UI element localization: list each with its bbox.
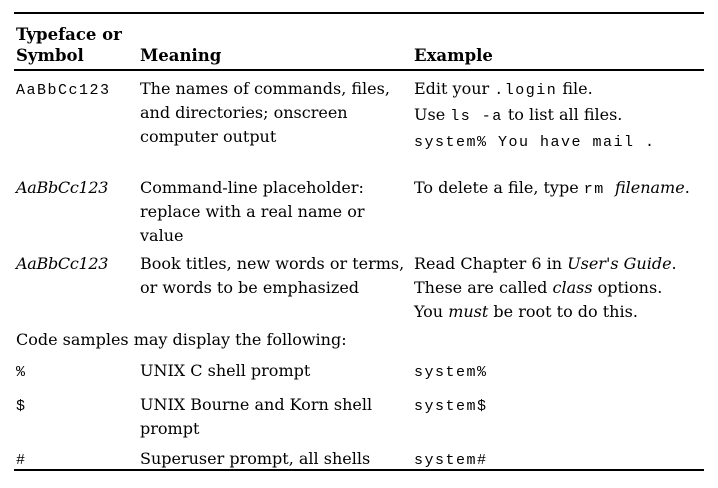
table-row [14, 71, 704, 170]
text-segment: Read Chapter 6 in [414, 254, 568, 273]
table-row [14, 441, 704, 469]
example-cell [414, 176, 704, 246]
meaning-cell [140, 77, 414, 170]
text-segment: # [16, 452, 27, 469]
text-segment: . [684, 178, 690, 197]
text-segment: AaBbCc123 [16, 178, 109, 197]
text-segment: system# [414, 452, 488, 469]
meaning-cell [140, 176, 414, 246]
text-segment: To delete a file, type [414, 178, 584, 197]
text-segment: $ [16, 398, 27, 415]
text-line [140, 101, 414, 125]
note-row: Code samples may display the following: [16, 330, 347, 349]
text-line [140, 393, 414, 417]
text-line [140, 276, 414, 300]
text-line [140, 252, 414, 276]
text-segment: value [140, 226, 184, 245]
header-meaning: Meaning [140, 46, 222, 65]
symbol-cell [14, 176, 140, 246]
symbol-cell [14, 359, 140, 387]
text-line [414, 300, 704, 324]
text-segment: computer output [140, 127, 277, 146]
table-row [14, 246, 704, 323]
text-segment [605, 178, 615, 197]
symbol-cell [14, 393, 140, 441]
text-line [414, 252, 704, 276]
text-segment: system% You have mail . [414, 134, 656, 151]
text-line [16, 393, 140, 419]
example-cell [414, 359, 704, 387]
text-line [16, 77, 140, 103]
typographic-conventions-table [14, 12, 704, 471]
text-line [140, 417, 414, 441]
table-row [14, 353, 704, 387]
text-segment: must [448, 302, 489, 321]
text-segment: options. [592, 278, 663, 297]
text-segment: You [414, 302, 449, 321]
header-typeface-symbol [14, 24, 140, 66]
text-segment: file. [557, 79, 593, 98]
text-segment: Edit your [414, 79, 495, 98]
text-line [16, 252, 140, 276]
meaning-cell [140, 447, 414, 469]
text-line [140, 359, 414, 383]
text-segment: system% [414, 364, 488, 381]
example-cell [414, 252, 704, 323]
text-line [140, 176, 414, 200]
table-body-prompts [14, 353, 704, 469]
text-segment: rm [583, 181, 605, 198]
symbol-cell [14, 447, 140, 469]
text-segment: Book titles, new words or terms, [140, 254, 405, 273]
symbol-cell [14, 252, 140, 323]
text-segment: The names of commands, files, [140, 79, 390, 98]
text-segment: AaBbCc123 [16, 82, 111, 99]
header-line-1: Typeface or [16, 25, 122, 44]
text-line [414, 77, 704, 103]
text-segment: User's Guide [567, 254, 672, 273]
symbol-cell [14, 77, 140, 170]
table-row [14, 170, 704, 246]
text-line [414, 103, 704, 129]
text-segment: or words to be emphasized [140, 278, 360, 297]
text-segment: UNIX Bourne and Korn shell [140, 395, 373, 414]
table-body [14, 71, 704, 323]
text-segment: AaBbCc123 [16, 254, 109, 273]
text-line [140, 447, 414, 471]
text-line [140, 125, 414, 149]
text-segment: Superuser prompt, all shells [140, 449, 371, 468]
text-line [414, 393, 704, 419]
text-segment: system$ [414, 398, 488, 415]
text-line [414, 447, 704, 473]
text-segment: filename [614, 178, 685, 197]
text-segment: to list all files. [502, 105, 623, 124]
text-line [16, 447, 140, 473]
meaning-cell [140, 252, 414, 323]
text-line [414, 276, 704, 300]
text-line [414, 129, 704, 155]
example-cell [414, 393, 704, 441]
text-segment: % [16, 364, 27, 381]
example-cell [414, 447, 704, 469]
example-cell [414, 77, 704, 170]
text-segment: class [552, 278, 593, 297]
header-example: Example [414, 46, 493, 65]
text-line [414, 176, 704, 202]
text-line [16, 359, 140, 385]
text-segment: These are called [414, 278, 553, 297]
text-line [140, 200, 414, 224]
text-segment: and directories; onscreen [140, 103, 348, 122]
text-segment: replace with a real name or [140, 202, 365, 221]
text-segment: .login [494, 82, 558, 99]
text-segment: UNIX C shell prompt [140, 361, 311, 380]
text-line [140, 224, 414, 248]
table-row [14, 387, 704, 441]
text-line [414, 359, 704, 385]
text-segment: . [671, 254, 677, 273]
text-segment: be root to do this. [488, 302, 638, 321]
text-segment: ls -a [450, 108, 503, 125]
text-line [16, 176, 140, 200]
text-line [140, 77, 414, 101]
meaning-cell [140, 359, 414, 387]
meaning-cell [140, 393, 414, 441]
text-segment: Command-line placeholder: [140, 178, 364, 197]
text-segment: Use [414, 105, 451, 124]
header-line-2: Symbol [16, 46, 84, 65]
text-segment: prompt [140, 419, 200, 438]
table-header-row [14, 14, 704, 69]
